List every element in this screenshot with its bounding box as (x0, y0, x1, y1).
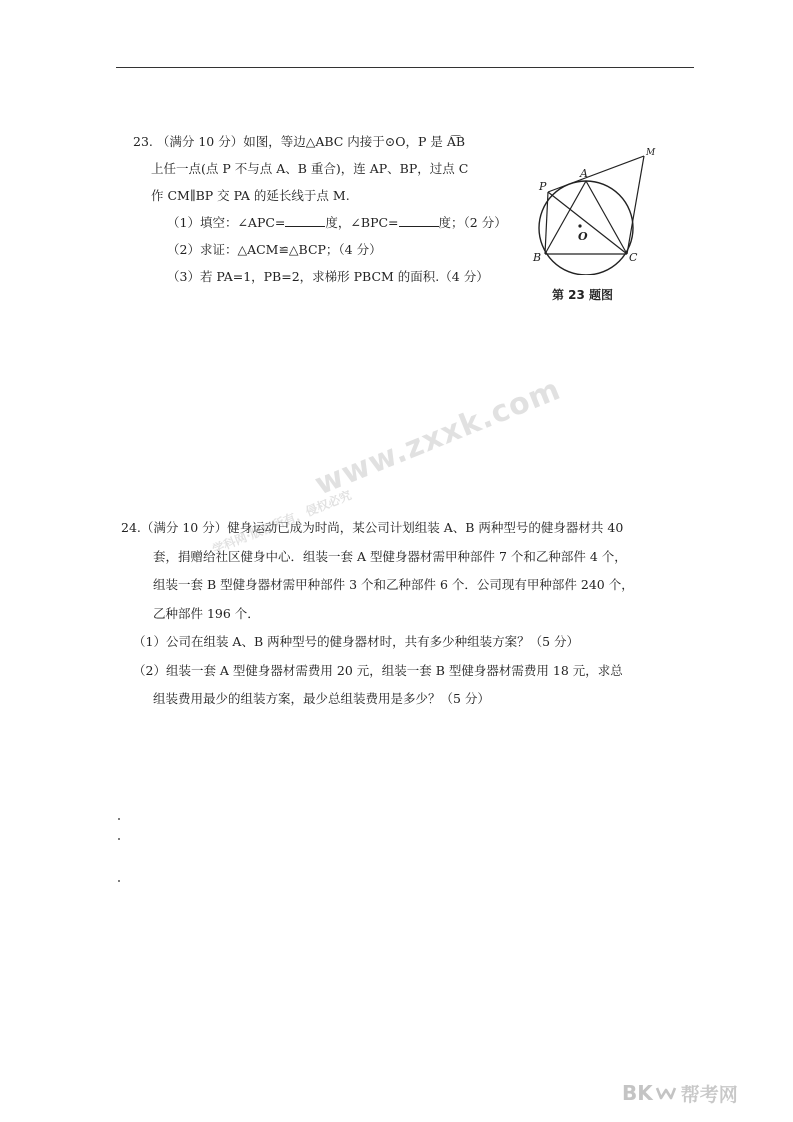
label-a: A (580, 167, 588, 180)
scan-speck (118, 818, 120, 820)
q23-line-3: 作 CM∥BP 交 PA 的延长线于点 M. (151, 188, 350, 203)
question-24 (121, 514, 701, 714)
q23-part-1-prefix: （1）填空：∠APC= (167, 215, 286, 230)
q24-part-2-line-1: （2）组装一套 A 型健身器材需费用 20 元，组装一套 B 型健身器材需费用 18 元，求总 (133, 662, 623, 678)
scan-speck (118, 838, 120, 840)
geometry-figure (520, 140, 670, 275)
scan-speck (118, 880, 120, 882)
site-logo (622, 1080, 738, 1106)
q23-line-1: 23. （满分 10 分）如图，等边△ABC 内接于⊙O，P 是 A͡B (133, 134, 466, 149)
label-o: O (578, 230, 588, 243)
circle-o (539, 181, 633, 275)
q23-line-2: 上任一点(点 P 不与点 A、B 重合)，连 AP、BP，过点 C (151, 161, 469, 176)
q24-line-2: 套，捐赠给社区健身中心．组装一套 A 型健身器材需甲种部件 7 个和乙种部件 4 个， (153, 548, 627, 564)
q24-part-1: （1）公司在组装 A、B 两种型号的健身器材时，共有多少种组装方案？（5 分） (133, 634, 580, 649)
segment-ac (586, 181, 627, 254)
label-p: P (539, 180, 547, 193)
q23-part-2: （2）求证：△ACM≌△BCP；（4 分） (167, 242, 382, 257)
q24-part-2-line-2: 组装费用最少的组装方案，最少总组装费用是多少？（5 分） (153, 691, 490, 706)
logo-latin: BK (622, 1081, 653, 1105)
segment-cm (627, 156, 644, 254)
q24-line-1: 24.（满分 10 分）健身运动已成为时尚，某公司计划组装 A、B 两种型号的健身器材共 40 (121, 520, 624, 535)
center-point-o (578, 224, 581, 227)
q23-part-1 (133, 209, 513, 236)
question-23 (133, 128, 513, 290)
label-b: B (533, 251, 542, 264)
q24-line-3: 组装一套 B 型健身器材需甲种部件 3 个和乙种部件 6 个．公司现有甲种部件 240 个， (153, 577, 634, 592)
watermark-main: www.zxxk.com (310, 371, 566, 503)
label-c: C (629, 251, 638, 264)
logo-cn: 帮考网 (680, 1083, 738, 1106)
answer-blank-bpc[interactable] (399, 214, 439, 227)
segment-pm (548, 156, 644, 192)
header-rule (116, 67, 694, 68)
segment-pc (548, 192, 627, 254)
q23-part-3: （3）若 PA=1，PB=2，求梯形 PBCM 的面积.（4 分） (167, 269, 489, 284)
watermark-sub: 学科网·版权所有，侵权必究 (210, 488, 354, 557)
answer-blank-apc[interactable] (285, 214, 325, 227)
q23-part-1-mid: 度，∠BPC= (325, 215, 399, 230)
figure-caption: 第 23 题图 (552, 288, 614, 302)
logo-wave-icon (655, 1084, 677, 1102)
q24-line-4: 乙种部件 196 个． (153, 605, 260, 621)
label-m: M (646, 148, 656, 158)
q23-part-1-suffix: 度；（2 分） (438, 215, 507, 230)
